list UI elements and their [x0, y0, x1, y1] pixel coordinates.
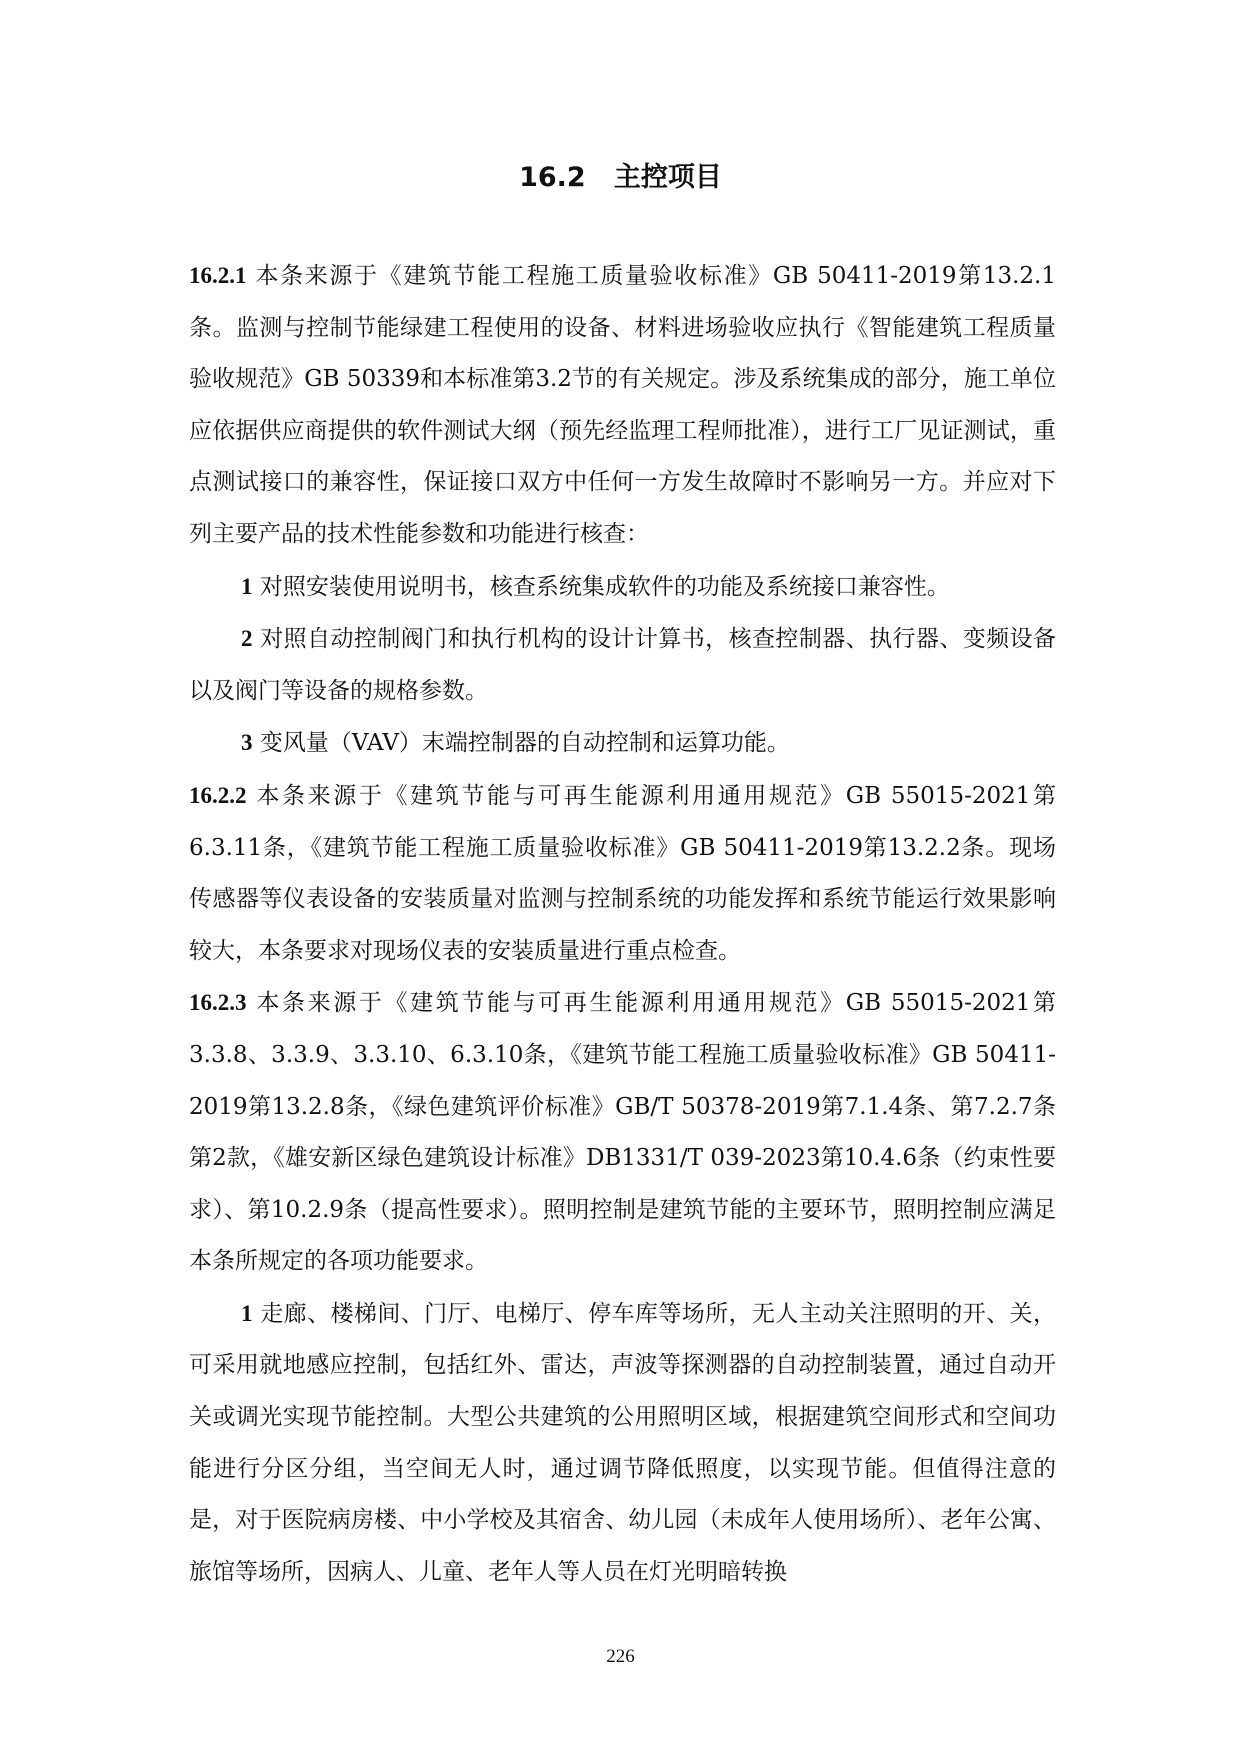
body-text	[189, 250, 1056, 1598]
item-number: 1	[241, 1300, 253, 1326]
item-text: 走廊、楼梯间、门厅、电梯厅、停车库等场所，无人主动关注照明的开、关，可采用就地感应控制，包括红外、雷达，声波等探测器的自动控制装置，通过自动开关或调光实现节能控制。大型公共建筑的公用照明区域，根据建筑空间形式和空间功能进行分区分组，当空间无人时，通过调节降低照度，以实现节能。但值得注意的是，对于医院病房楼、中小学校及其宿舍、幼儿园（未成年人使用场所）、老年公寓、旅馆等场所，因病人、儿童、老年人等人员在灯光明暗转换	[189, 1300, 1057, 1585]
page-number: 226	[606, 1646, 635, 1667]
list-item	[189, 613, 1056, 717]
item-text: 对照自动控制阀门和执行机构的设计计算书，核查控制器、执行器、变频设备以及阀门等设备的规格参数。	[189, 626, 1057, 704]
item-text: 对照安装使用说明书，核查系统集成软件的功能及系统接口兼容性。	[259, 573, 950, 600]
clause-paragraph	[189, 250, 1056, 561]
clause-text: 本条来源于《建筑节能与可再生能源利用通用规范》GB 55015-2021第6.3.11条，《建筑节能工程施工质量验收标准》GB 50411-2019第13.2.2条。现场传感器等仪表设备的安装质量对监测与控制系统的功能发挥和系统节能运行效果影响较大，本条要求对现场仪表的安装质量进行重点检查。	[189, 782, 1056, 964]
list-item	[189, 1288, 1056, 1599]
clause-number: 16.2.1	[189, 263, 247, 288]
clause-paragraph	[189, 770, 1056, 977]
section-heading	[0, 158, 1241, 198]
item-text: 变风量（VAV）末端控制器的自动控制和运算功能。	[259, 730, 790, 757]
item-number: 1	[241, 573, 253, 599]
list-item	[189, 717, 1056, 770]
clause-text: 本条来源于《建筑节能与可再生能源利用通用规范》GB 55015-2021第3.3.8、3.3.9、3.3.10、6.3.10条，《建筑节能工程施工质量验收标准》GB 50411-2019第13.2.8条，《绿色建筑评价标准》GB/T 50378-2019第7.1.4条、第7.2.7条第2款，《雄安新区绿色建筑设计标准》DB1331/T 039-2023第10.4.6条（约束性要求）、第10.2.9条（提高性要求）。照明控制是建筑节能的主要环节，照明控制应满足本条所规定的各项功能要求。	[189, 990, 1056, 1275]
list-item	[189, 561, 1056, 614]
clause-text: 本条来源于《建筑节能工程施工质量验收标准》GB 50411-2019第13.2.1条。监测与控制节能绿建工程使用的设备、材料进场验收应执行《智能建筑工程质量验收规范》GB 50339和本标准第3.2节的有关规定。涉及系统集成的部分，施工单位应依据供应商提供的软件测试大纲（预先经监理工程师批准），进行工厂见证测试，重点测试接口的兼容性，保证接口双方中任何一方发生故障时不影响另一方。并应对下列主要产品的技术性能参数和功能进行核查：	[189, 263, 1056, 547]
item-number: 3	[241, 730, 253, 756]
section-title-text: 主控项目	[613, 162, 722, 193]
item-number: 2	[241, 626, 253, 652]
clause-number: 16.2.2	[189, 782, 247, 808]
clause-number: 16.2.3	[189, 990, 247, 1016]
clause-paragraph	[189, 977, 1056, 1288]
section-number: 16.2	[519, 162, 586, 193]
